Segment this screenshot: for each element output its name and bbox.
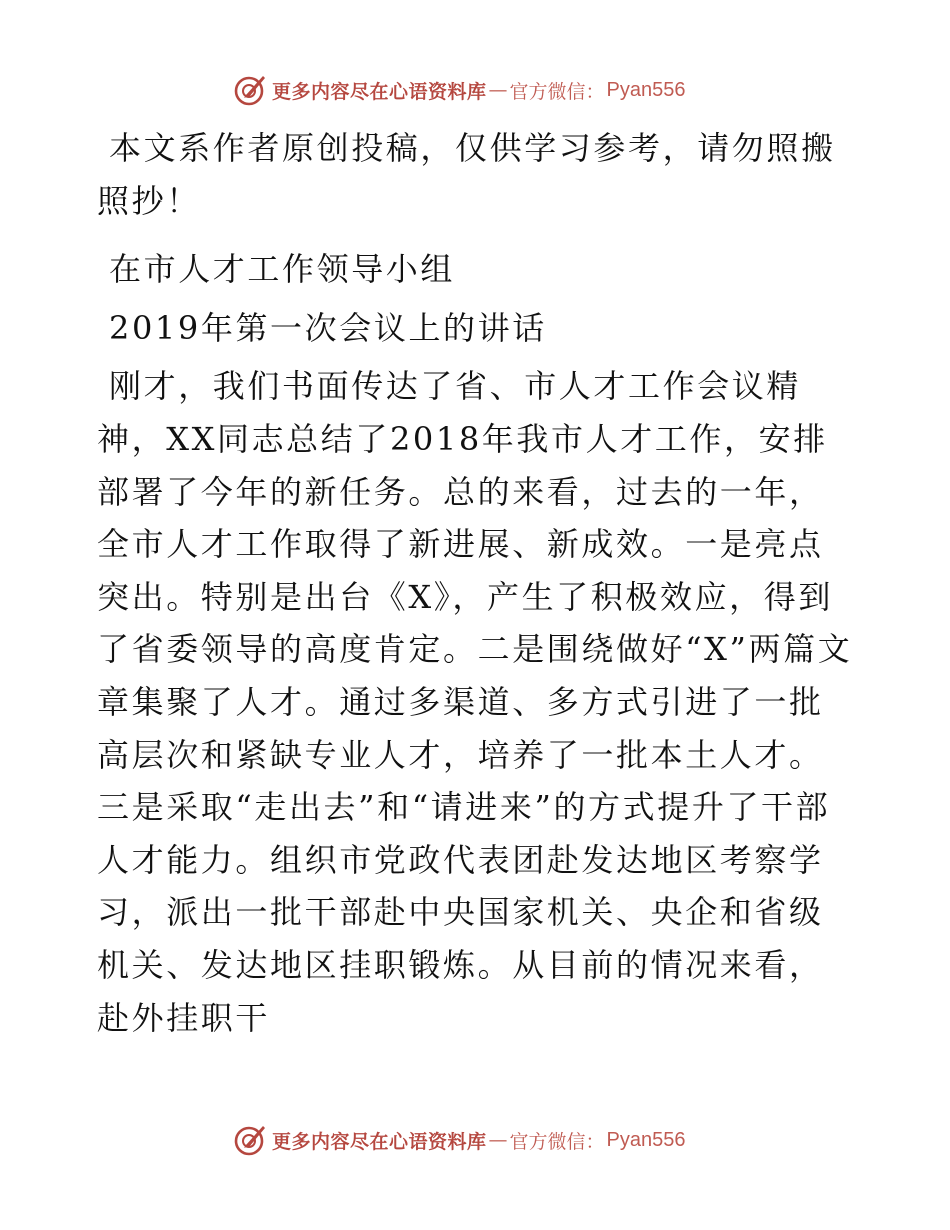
- speech-title-line2: 2019年第一次会议上的讲话: [109, 308, 547, 347]
- watermark-footer: [232, 1122, 686, 1158]
- watermark-separator: —: [488, 79, 508, 101]
- document-content: [97, 122, 857, 1044]
- quill-circle-icon: [232, 1122, 268, 1158]
- watermark-separator: —: [488, 1129, 508, 1151]
- watermark-wechat-label: 官方微信：: [509, 1130, 605, 1153]
- watermark-header: [232, 72, 686, 108]
- copyright-notice: 本文系作者原创投稿，仅供学习参考，请勿照搬照抄！: [97, 129, 836, 220]
- watermark-brand-text: 更多内容尽在心语资料库: [272, 1130, 487, 1153]
- speech-title-line1: 在市人才工作领导小组: [109, 250, 456, 289]
- watermark-wechat-label: 官方微信：: [509, 80, 605, 103]
- quill-circle-icon: [232, 72, 268, 108]
- watermark-wechat-handle: Pyan556: [606, 78, 686, 101]
- watermark-brand-text: 更多内容尽在心语资料库: [272, 80, 487, 103]
- watermark-wechat-handle: Pyan556: [606, 1128, 686, 1151]
- body-paragraph: 刚才，我们书面传达了省、市人才工作会议精神，XX同志总结了2018年我市人才工作，安排部署了今年的新任务。总的来看，过去的一年，全市人才工作取得了新进展、新成效。一是亮点突出。特别是出台《X》，产生了积极效应，得到了省委领导的高度肯定。二是围绕做好“X”两篇文章集聚了人才。通过多渠道、多方式引进了一批高层次和紧缺专业人才，培养了一批本土人才。三是采取“走出去”和“请进来”的方式提升了干部人才能力。组织市党政代表团赴发达地区考察学习，派出一批干部赴中央国家机关、央企和省级机关、发达地区挂职锻炼。从目前的情况来看，赴外挂职干: [97, 367, 853, 1037]
